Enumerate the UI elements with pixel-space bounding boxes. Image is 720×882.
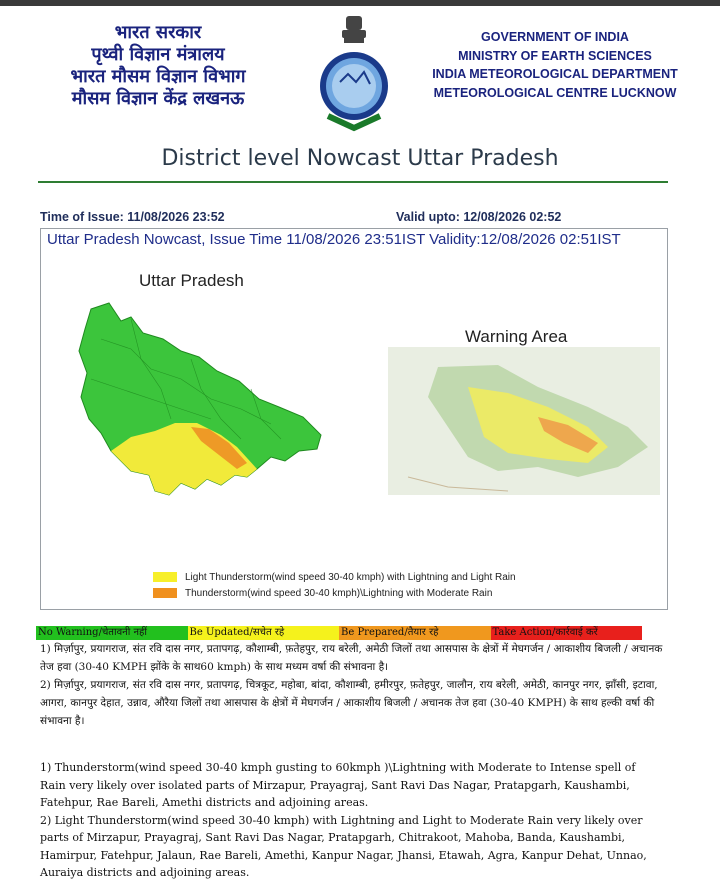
warning-area-label: Warning Area xyxy=(465,327,568,346)
legend-item xyxy=(153,569,516,585)
english-forecast-item: 1) Thunderstorm(wind speed 30-40 kmph gusting to 60kmph )\Lightning with Moderate to Intense spell of Rain very likely over isolated parts of Mirzapur, Prayagraj, Sant Ravi Das Nagar, Pratapgarh, Kaushambi, Fatehpur, Rae Bareli, Amethi districts and adjoining areas. xyxy=(40,761,636,809)
hindi-forecast xyxy=(40,640,664,730)
english-forecast xyxy=(40,759,664,882)
map-legend xyxy=(153,569,516,601)
page-title: District level Nowcast Uttar Pradesh xyxy=(161,146,559,171)
valid-upto: Valid upto: 12/08/2026 02:52 xyxy=(396,210,562,224)
level-be-updated: Be Updated/सचेत रहे xyxy=(188,626,340,640)
warning-level-bar xyxy=(36,626,642,640)
legend-label: Light Thunderstorm(wind speed 30-40 kmph) with Lightning and Light Rain xyxy=(185,571,516,583)
legend-item xyxy=(153,585,516,601)
panel-title: Uttar Pradesh Nowcast, Issue Time 11/08/2026 23:51IST Validity:12/08/2026 02:51IST xyxy=(47,231,621,248)
hindi-forecast-item: 1) मिर्ज़ापुर, प्रयागराज, संत रवि दास नगर, प्रतापगढ़, कौशाम्बी, फ़तेहपुर, राय बरेली, अमेठी जिलों तथा आसपास के क्षेत्रों में मेघगर्जन / आकाशीय बिजली / अचानक तेज हवा (30-40 KMPH झोंके के साथ60 kmph) के साथ मध्यम वर्षा की संभावना है। xyxy=(40,643,663,673)
hindi-header xyxy=(48,22,268,110)
english-header xyxy=(425,28,685,102)
legend-swatch-orange xyxy=(153,588,177,598)
hindi-forecast-item: 2) मिर्ज़ापुर, प्रयागराज, संत रवि दास नगर, प्रतापगढ़, चित्रकूट, महोबा, बांदा, कौशाम्बी, हमीरपुर, फ़तेहपुर, जालौन, राय बरेली, अमेठी, कानपुर नगर, झाँसी, इटावा, आगरा, कानपुर देहात, उन्नाव, औरैया जिलों तथा आसपास के क्षेत्रों में मेघगर्जन / आकाशीय बिजली / अचानक तेज हवा (30-40 KMPH) के साथ हल्की वर्षा की संभावना है। xyxy=(40,679,658,727)
hindi-header-line: भारत मौसम विज्ञान विभाग xyxy=(70,66,246,87)
english-forecast-item: 2) Light Thunderstorm(wind speed 30-40 kmph) with Lightning and Light to Moderate Rain very likely over parts of Mirzapur, Prayagraj, Sant Ravi Das Nagar, Pratapgarh, Chitrakoot, Mahoba, Banda, Kaushambi, Hamirpur, Fatehpur, Jalaun, Rae Bareli, Amethi, Kanpur Nagar, Jhansi, Etawah, Agra, Kanpur Dehat, Unnao, Auraiya districts and adjoining areas. xyxy=(40,813,647,879)
english-header-line: METEOROLOGICAL CENTRE LUCKNOW xyxy=(433,85,677,100)
legend-swatch-yellow xyxy=(153,572,177,582)
top-border xyxy=(0,0,720,6)
map-label: Uttar Pradesh xyxy=(139,271,244,290)
nowcast-panel xyxy=(40,228,668,610)
level-no-warning: No Warning/चेतावनी नहीं xyxy=(36,626,188,640)
warning-area-map xyxy=(388,347,660,495)
english-header-line: GOVERNMENT OF INDIA xyxy=(481,30,629,44)
uttar-pradesh-map xyxy=(71,299,331,509)
hindi-header-line: मौसम विज्ञान केंद्र लखनऊ xyxy=(71,88,245,109)
legend-label: Thunderstorm(wind speed 30-40 kmph)\Lightning with Moderate Rain xyxy=(185,587,493,599)
level-be-prepared: Be Prepared/तैयार रहे xyxy=(339,626,491,640)
imd-emblem-logo xyxy=(318,12,390,134)
level-take-action: Take Action/कार्रवाई करें xyxy=(491,626,643,640)
title-divider xyxy=(38,181,668,183)
time-of-issue: Time of Issue: 11/08/2026 23:52 xyxy=(40,210,225,224)
english-header-line: MINISTRY OF EARTH SCIENCES xyxy=(458,48,652,63)
hindi-header-line: पृथ्वी विज्ञान मंत्रालय xyxy=(91,44,225,65)
hindi-header-line: भारत सरकार xyxy=(114,22,202,43)
english-header-line: INDIA METEOROLOGICAL DEPARTMENT xyxy=(432,67,678,81)
